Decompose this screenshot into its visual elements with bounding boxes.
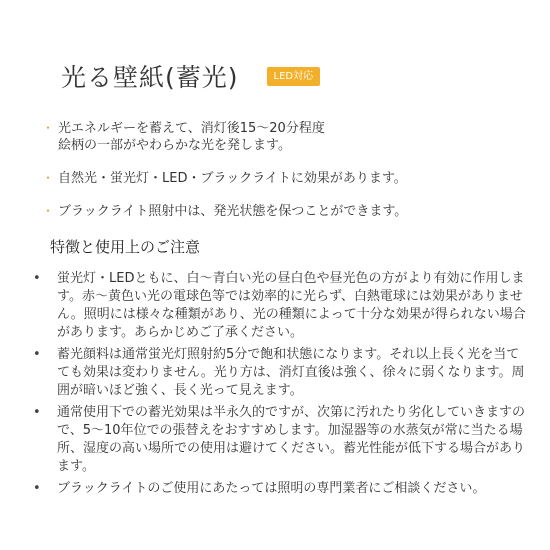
bullet-icon: • — [33, 271, 41, 286]
list-item — [33, 480, 531, 498]
bullet-dot-icon: ・ — [42, 171, 55, 185]
feature-text: 自然光・蛍光灯・LED・ブラックライトに効果があります。 — [58, 171, 407, 186]
feature-list — [42, 120, 522, 236]
note-text: 通常使用下での蓄光効果は半永久的ですが、次第に汚れたり劣化していきますので、5〜10年位での張替えをおすすめします。加湿器等の水蒸気が常に当たる場所、湿度の高い場所での使用は避けてください。蓄光性能が低下する場合があります。 — [57, 405, 526, 474]
list-item — [33, 404, 531, 476]
feature-text: ブラックライト照射中は、発光状態を保つことができます。 — [58, 204, 408, 219]
led-badge: LED対応 — [267, 67, 321, 86]
bullet-dot-icon: ・ — [42, 204, 55, 218]
list-item — [33, 346, 531, 400]
page-title: 光る壁紙(蓄光) — [61, 63, 239, 92]
section-title: 特徴と使用上のご注意 — [50, 238, 201, 256]
feature-item — [42, 203, 522, 220]
bullet-dot-icon: ・ — [42, 121, 55, 135]
feature-item — [42, 120, 522, 154]
note-text: 蛍光灯・LEDともに、白〜青白い光の昼白色や昼光色の方がより有効に作用します。赤〜黄色い光の電球色等では効率的に光らず、白熱電球には効果がありません。照明には様々な種類があり、光の種類によって十分な効果が得られない場合があります。あらかじめご了承ください。 — [57, 271, 526, 340]
bullet-icon: • — [33, 347, 41, 362]
note-text: ブラックライトのご使用にあたっては照明の専門業者にご相談ください。 — [57, 481, 486, 496]
feature-text: 光エネルギーを蓄えて、消灯後15〜20分程度 絵柄の一部がやわらかな光を発します。 — [58, 121, 325, 153]
note-text: 蓄光顔料は通常蛍光灯照射約5分で飽和状態になります。それ以上長く光を当てても効果は変わりません。光り方は、消灯直後は強く、徐々に弱くなります。周囲が暗いほど強く、長く光って見えます。 — [57, 347, 525, 398]
feature-item — [42, 170, 522, 187]
bullet-icon: • — [33, 405, 41, 420]
notes-list — [33, 270, 531, 502]
bullet-icon: • — [33, 481, 41, 496]
list-item — [33, 270, 531, 342]
title-row — [61, 58, 320, 94]
